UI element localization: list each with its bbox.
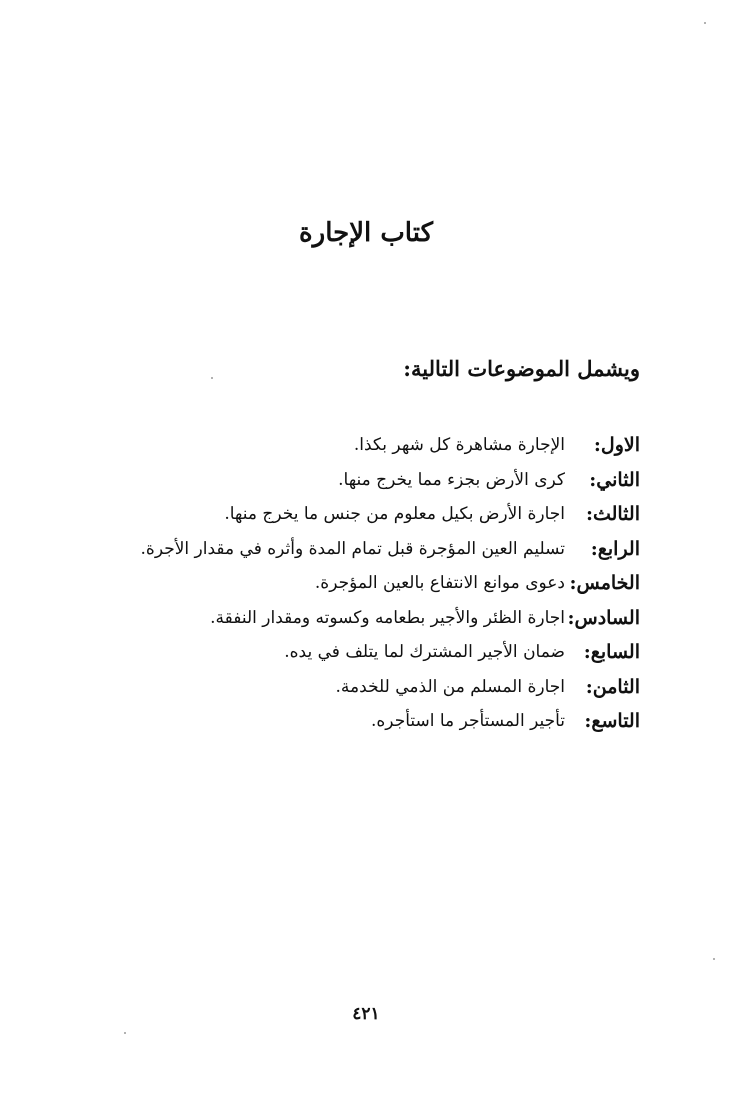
topic-label: الثالث: bbox=[585, 503, 640, 526]
topic-row-5 bbox=[20, 566, 640, 601]
topic-label: الرابع: bbox=[590, 537, 640, 560]
topic-row-7 bbox=[20, 635, 640, 670]
topics-intro: ويشمل الموضوعات التالية: bbox=[403, 356, 640, 381]
topic-text: تأجير المستأجر ما استأجره. bbox=[371, 711, 565, 732]
topic-row-1 bbox=[20, 428, 640, 463]
topic-row-9 bbox=[20, 704, 640, 739]
scan-speck bbox=[124, 1032, 126, 1034]
scan-speck bbox=[704, 22, 706, 24]
topic-row-6 bbox=[20, 601, 640, 636]
topic-text: تسليم العين المؤجرة قبل تمام المدة وأثره في مقدار الأجرة. bbox=[140, 538, 565, 559]
topic-text: ضمان الأجير المشترك لما يتلف في يده. bbox=[284, 642, 565, 663]
topic-row-2 bbox=[20, 463, 640, 498]
page-title: كتاب الإجارة bbox=[299, 218, 433, 248]
topic-row-8 bbox=[20, 670, 640, 705]
topic-text: الإجارة مشاهرة كل شهر بكذا. bbox=[353, 435, 565, 456]
topics-list bbox=[20, 428, 640, 739]
topic-text: دعوى موانع الانتفاع بالعين المؤجرة. bbox=[314, 573, 565, 594]
topic-label: الاول: bbox=[593, 434, 640, 457]
topic-label: الثامن: bbox=[585, 675, 640, 698]
scan-speck bbox=[211, 377, 213, 379]
topic-text: اجارة الظئر والأجير بطعامه وكسوته ومقدار النفقة. bbox=[210, 607, 565, 628]
topic-label: السابع: bbox=[583, 641, 640, 664]
topic-text: اجارة الأرض بكيل معلوم من جنس ما يخرج منها. bbox=[224, 504, 565, 525]
page-number: ٤٢١ bbox=[352, 1004, 380, 1024]
topic-text: كرى الأرض بجزء مما يخرج منها. bbox=[338, 469, 565, 490]
scan-speck bbox=[713, 958, 715, 960]
topic-text: اجارة المسلم من الذمي للخدمة. bbox=[335, 676, 565, 697]
topic-row-4 bbox=[20, 532, 640, 567]
topic-label: الخامس: bbox=[569, 572, 640, 595]
topic-label: التاسع: bbox=[584, 710, 640, 733]
topic-row-3 bbox=[20, 497, 640, 532]
topic-label: الثاني: bbox=[589, 468, 640, 491]
topic-label: السادس: bbox=[567, 606, 640, 629]
